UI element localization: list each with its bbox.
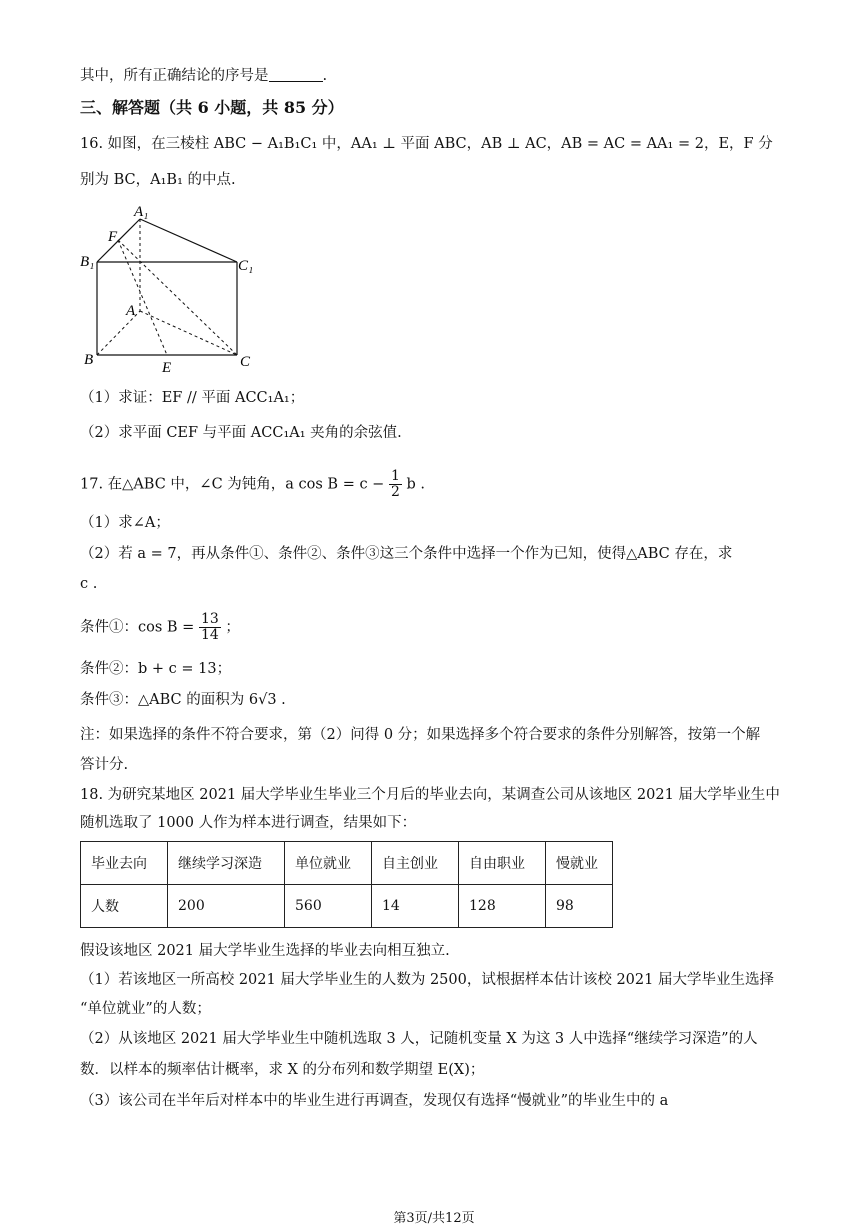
q18-part2-line2: 数．以样本的频率估计概率，求 X 的分布列和数学期望 E(X)； — [80, 1062, 485, 1078]
table-cell: 人数 — [81, 885, 168, 928]
table-cell: 98 — [546, 885, 613, 928]
condition-3: 条件③：△ABC 的面积为 6√3 . — [80, 692, 286, 708]
q18-part2-line1: （2）从该地区 2021 届大学毕业生中随机选取 3 人，记随机变量 X 为这 3 人中选择“继续学习深造”的人 — [80, 1031, 758, 1047]
condition-1 — [80, 612, 240, 643]
table-header-cell: 单位就业 — [285, 842, 372, 885]
q18-stem-line1: 18. 为研究某地区 2021 届大学毕业生毕业三个月后的毕业去向，某调查公司从该地区 2021 届大学毕业生中 — [80, 787, 780, 803]
edge-a1-c1 — [140, 219, 237, 262]
q17-part2-line1: （2）若 a = 7，再从条件①、条件②、条件③这三个条件中选择一个作为已知，使得△ABC 存在，求 — [80, 546, 733, 562]
prism-figure — [76, 200, 266, 380]
q16-part2: （2）求平面 CEF 与平面 ACC₁A₁ 夹角的余弦值. — [80, 425, 402, 441]
intro-line: 其中，所有正确结论的序号是 . — [80, 68, 328, 84]
fraction-denominator: 14 — [200, 627, 219, 643]
intro-text: 其中，所有正确结论的序号是 — [80, 68, 269, 84]
condition-1-text: 条件①：cos B = — [80, 619, 195, 636]
q17-stem-end: b . — [406, 476, 425, 493]
fraction-denominator: 2 — [390, 484, 400, 500]
table-header-cell: 毕业去向 — [81, 842, 168, 885]
label-c1: C₁ — [238, 258, 254, 274]
table-header-cell: 自由职业 — [459, 842, 546, 885]
q17-stem-text: 17. 在△ABC 中，∠C 为钝角，a cos B = c − — [80, 476, 385, 493]
survey-table — [80, 841, 613, 928]
table-header-cell: 慢就业 — [546, 842, 613, 885]
q18-part1-line2: “单位就业”的人数； — [80, 1001, 211, 1017]
condition-2: 条件②：b + c = 13； — [80, 661, 232, 677]
label-a: A — [126, 303, 136, 319]
table-cell: 128 — [459, 885, 546, 928]
answer-blank — [269, 67, 323, 82]
condition-1-end: ； — [225, 619, 240, 636]
fraction-13-14 — [199, 612, 221, 643]
table-cell: 200 — [168, 885, 285, 928]
note-line1: 注：如果选择的条件不符合要求，第（2）问得 0 分；如果选择多个符合要求的条件分别解答，按第一个解 — [80, 727, 761, 743]
q16-part1: （1）求证：EF // 平面 ACC₁A₁； — [80, 390, 305, 406]
q17-stem — [80, 469, 425, 500]
note-line2: 答计分. — [80, 757, 129, 773]
label-a1: A₁ — [134, 204, 149, 220]
edge-a-c — [140, 311, 237, 355]
q18-part1-line1: （1）若该地区一所高校 2021 届大学毕业生的人数为 2500，试根据样本估计该校 2021 届大学毕业生选择 — [80, 972, 774, 988]
page-footer: 第3页/共12页 — [393, 1211, 475, 1226]
assumption-line: 假设该地区 2021 届大学毕业生选择的毕业去向相互独立. — [80, 943, 450, 959]
table-header-row — [81, 842, 613, 885]
label-e: E — [162, 360, 172, 376]
q17-part1: （1）求∠A； — [80, 515, 170, 531]
label-c: C — [240, 354, 251, 370]
table-cell: 560 — [285, 885, 372, 928]
q18-part3: （3）该公司在半年后对样本中的毕业生进行再调查，发现仅有选择“慢就业”的毕业生中的 a — [80, 1093, 669, 1109]
table-header-cell: 自主创业 — [372, 842, 459, 885]
label-b1: B₁ — [80, 254, 95, 270]
section-heading: 三、解答题（共 6 小题，共 85 分） — [80, 98, 344, 117]
table-cell: 14 — [372, 885, 459, 928]
label-f: F — [108, 229, 118, 245]
table-row — [81, 885, 613, 928]
q18-stem-line2: 随机选取了 1000 人作为样本进行调查，结果如下： — [80, 815, 417, 831]
q16-stem-line2: 别为 BC，A₁B₁ 的中点. — [80, 172, 236, 188]
segment-f-e — [118, 240, 167, 355]
fraction-numerator: 1 — [390, 468, 400, 484]
table-header-cell: 继续学习深造 — [168, 842, 285, 885]
q17-part2-line2: c . — [80, 576, 98, 592]
segment-f-c — [118, 240, 237, 355]
fraction-numerator: 13 — [200, 611, 219, 627]
fraction-one-half — [389, 469, 402, 500]
q16-stem-line1: 16. 如图，在三棱柱 ABC − A₁B₁C₁ 中，AA₁ ⊥ 平面 ABC，AB ⊥ AC，AB = AC = AA₁ = 2，E，F 分 — [80, 136, 773, 152]
label-b: B — [84, 352, 94, 368]
